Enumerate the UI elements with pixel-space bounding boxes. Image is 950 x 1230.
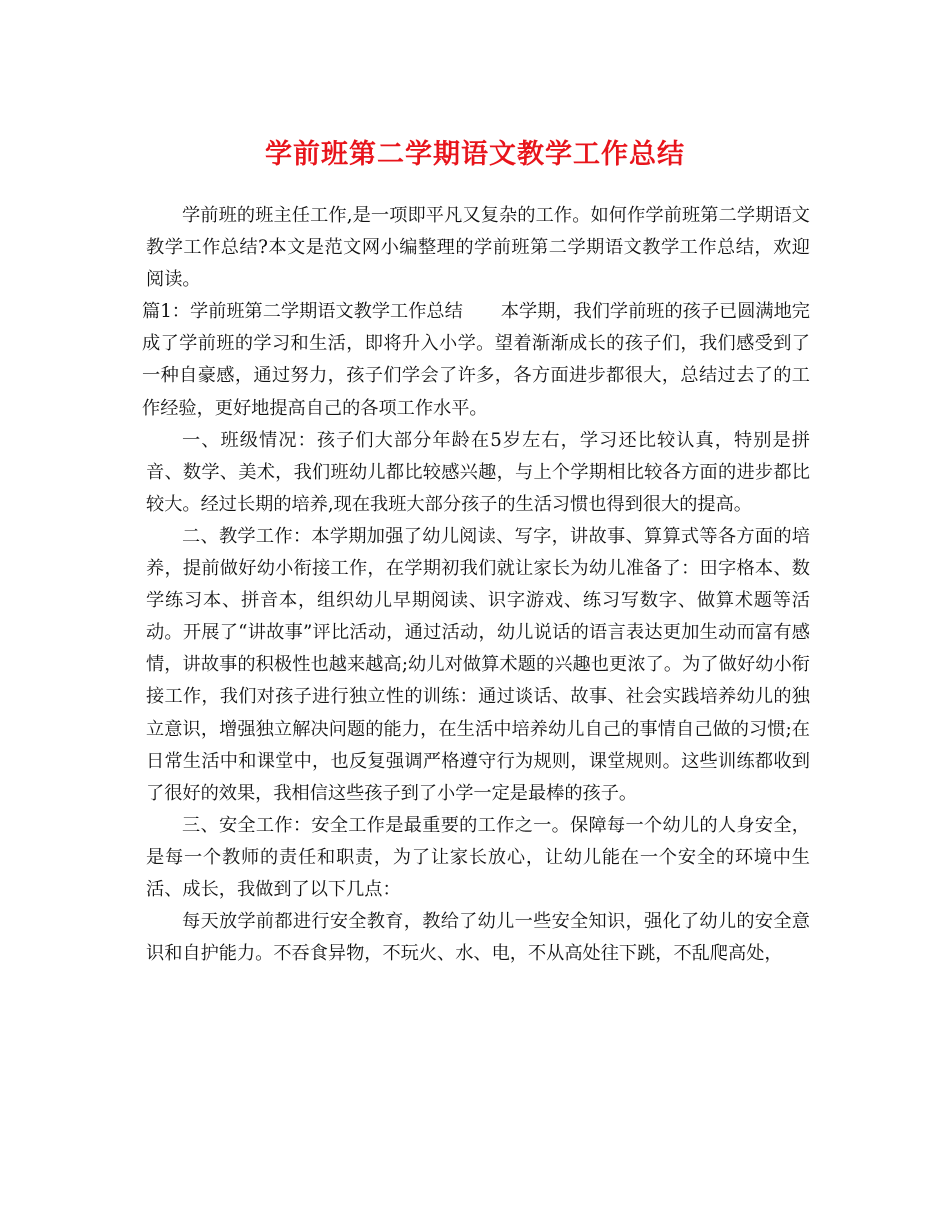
article-paragraph xyxy=(142,296,810,424)
safety-detail-paragraph: 每天放学前都进行安全教育，教给了幼儿一些安全知识，强化了幼儿的安全意识和自护能力。不吞食异物，不玩火、水、电，不从高处往下跳，不乱爬高处， xyxy=(146,911,810,965)
section-teaching-paragraph: 二、教学工作：本学期加强了幼儿阅读、写字，讲故事、算算式等各方面的培养，提前做好幼小衔接工作，在学期初我们就让家长为幼儿准备了：田字格本、数学练习本、拼音本，组织幼儿早期阅读、识字游戏、练习写数字、做算术题等活动。开展了“讲故事”评比活动，通过活动，幼儿说话的语言表达更加生动而富有感情，讲故事的积极性也越来越高;幼儿对做算术题的兴趣也更浓了。为了做好幼小衔接工作，我们对孩子进行独立性的训练：通过谈话、故事、社会实践培养幼儿的独立意识，增强独立解决问题的能力，在生活中培养幼儿自己的事情自己做的习惯;在日常生活中和课堂中，也反复强调严格遵守行为规则，课堂规则。这些训练都收到了很好的效果，我相信这些孩子到了小学一定是最棒的孩子。 xyxy=(146,525,810,804)
article-intro: 本学期，我们学前班的孩子已圆满地完成了学前班的学习和生活，即将升入小学。望着渐渐成长的孩子们，我们感受到了一种自豪感，通过努力，孩子们学会了许多，各方面进步都很大，总结过去了的工作经验，更好地提高自己的各项工作水平。 xyxy=(142,301,810,419)
section-safety-paragraph: 三、安全工作：安全工作是最重要的工作之一。保障每一个幼儿的人身安全，是每一个教师的责任和职责，为了让家长放心，让幼儿能在一个安全的环境中生活、成长，我做到了以下几点： xyxy=(146,814,810,900)
article-label: 篇1：学前班第二学期语文教学工作总结 xyxy=(142,301,463,323)
intro-paragraph: 学前班的班主任工作,是一项即平凡又复杂的工作。如何作学前班第二学期语文教学工作总结?本文是范文网小编整理的学前班第二学期语文教学工作总结，欢迎阅读。 xyxy=(146,205,810,291)
document-body xyxy=(142,200,810,970)
section-class-paragraph: 一、班级情况：孩子们大部分年龄在5岁左右，学习还比较认真，特别是拼音、数学、美术，我们班幼儿都比较感兴趣，与上个学期相比较各方面的进步都比较大。经过长期的培养,现在我班大部分孩子的生活习惯也得到很大的提高。 xyxy=(146,429,810,515)
document-title: 学前班第二学期语文教学工作总结 xyxy=(265,139,685,170)
